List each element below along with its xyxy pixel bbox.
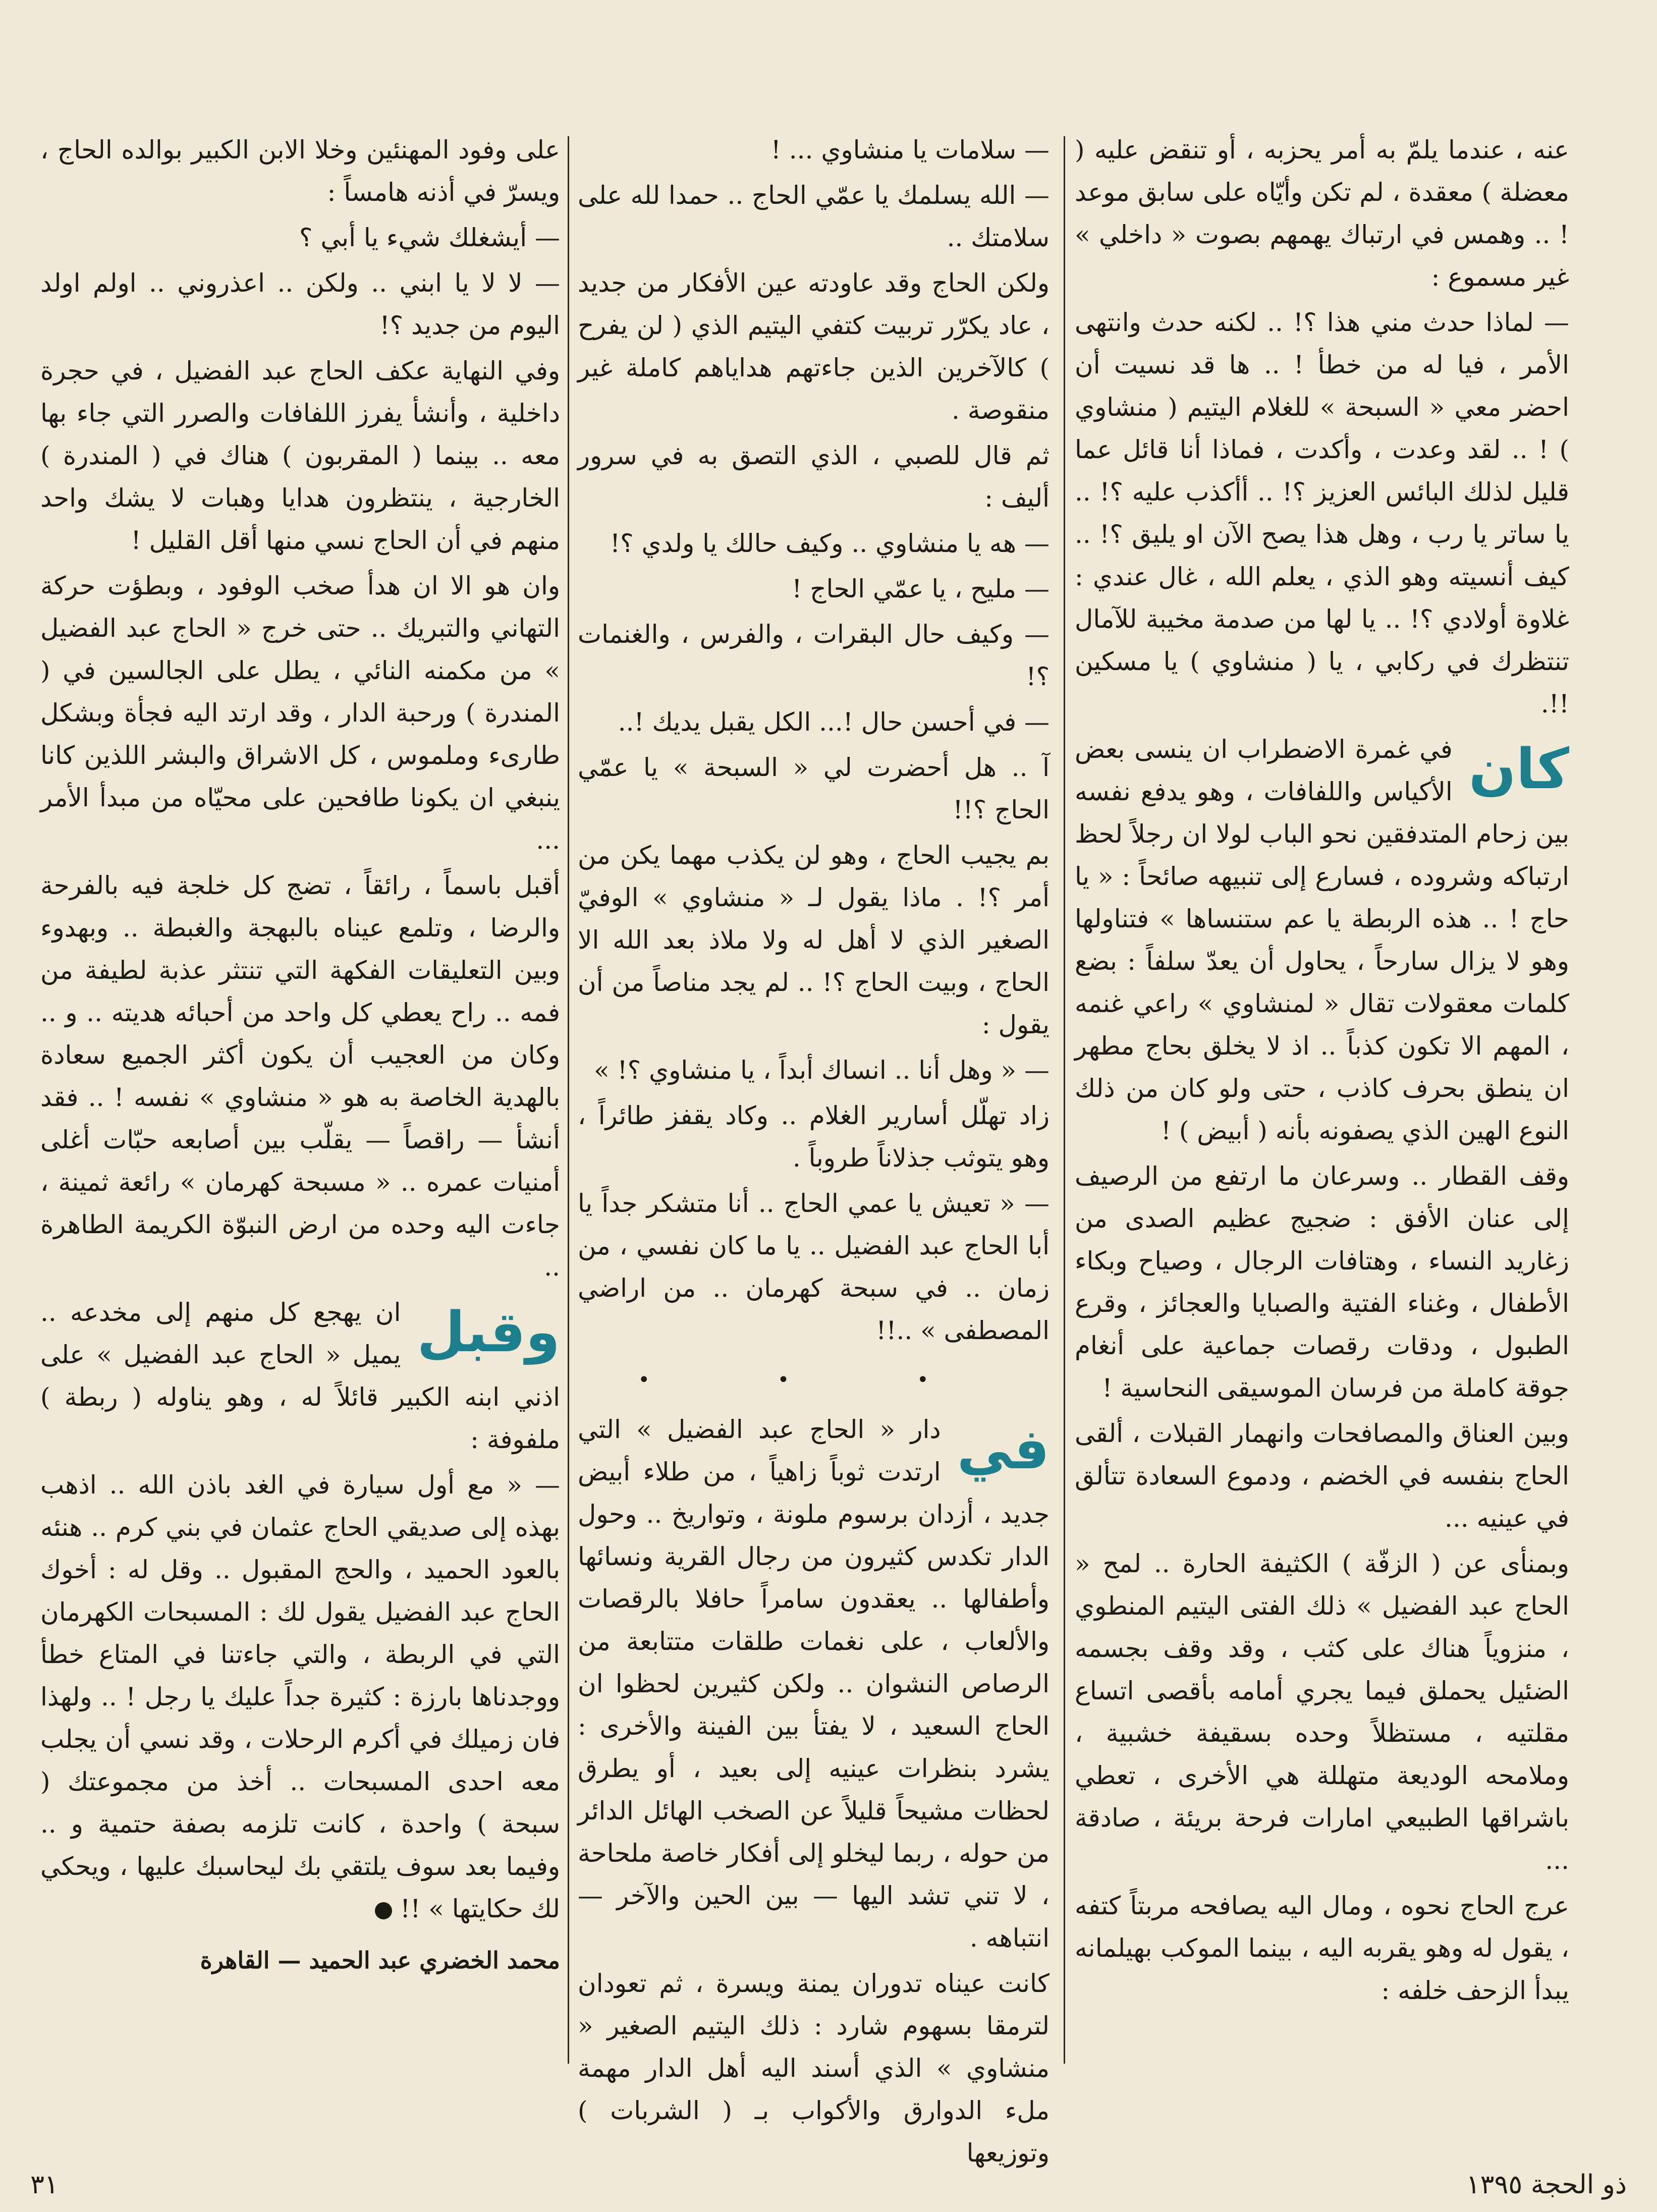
decorative-initial: كان [1468,737,1569,801]
paragraph-text: ان يهجع كل منهم إلى مخدعه .. يميل « الحاج عبد الفضيل » على اذني ابنه الكبير قائلاً له ، وهو يناوله ( ربطة ) ملفوفة : [40,1298,560,1454]
paragraph: — لا لا يا ابني .. ولكن .. اعذروني .. اولم اولد اليوم من جديد ؟! [40,268,560,340]
author-signature: محمد الخضري عبد الحميد — القاهرة [200,1947,560,1974]
paragraph: — سلامات يا منشاوي ... ! [770,135,1050,164]
paragraph: أقبل باسماً ، رائقاً ، تضج كل خلجة فيه بالفرحة والرضا ، وتلمع عيناه بالبهجة والغبطة .. وبهدوء وبين التعليقات الفكهة التي تنتثر عذبة لطيفة من فمه .. راح يعطي كل واحد من أحبائه هديته .. و .. وكان من العجيب أن يكون أكثر الجميع سعادة بالهدية الخاصة به هو « منشاوي » نفسه ! .. فقد أنشأ — راقصاً — يقلّب بين أصابعه حبّات أغلى أمنيات عمره .. « مسبحة كهرمان » رائعة ثمينة ، جاءت اليه وحده من ارض النبوّة الكريمة الطاهرة .. [40,871,560,1282]
paragraph: ثم قال للصبي ، الذي التصق به في سرور أليف : [578,441,1050,513]
paragraph: زاد تهلّل أسارير الغلام .. وكاد يقفز طائراً ، وهو يتوثب جذلاناً طروباً . [578,1101,1050,1173]
paragraph: وبين العناق والمصافحات وانهمار القبلات ، ألقى الحاج بنفسه في الخضم ، ودموع السعادة تتألق في عينيه ... [1075,1419,1569,1533]
paragraph: — في أحسن حال !... الكل يقبل يديك !.. [618,707,1050,737]
column-right [1075,129,1569,2066]
paragraph: على وفود المهنئين وخلا الابن الكبير بوالده الحاج ، ويسرّ في أذنه هامساً : [40,135,560,207]
column-middle [578,129,1050,2168]
paragraph: — لماذا حدث مني هذا ؟! .. لكنه حدث وانتهى الأمر ، فيا له من خطأ ! .. ها قد نسيت أن احضر معي « السبحة » للغلام اليتيم ( منشاوي ) ! .. لقد وعدت ، وأكدت ، فماذا أنا قائل عما قليل لذلك البائس العزيز ؟! .. أأكذب عليه ؟! .. يا ساتر يا رب ، وهل هذا يصح الآن او يليق ؟! .. كيف أنسيته وهو الذي ، يعلم الله ، غال عندي : غلاوة أولادي ؟! .. يا لها من صدمة مخيبة للآمال تنتظرك في ركابي ، يا ( منشاوي ) يا مسكين !!. [1075,308,1569,718]
paragraph-text: في غمرة الاضطراب ان ينسى بعض الأكياس واللفافات ، وهو يدفع نفسه بين زحام المتدفقين نحو الباب لولا ان رجلاً لحظ ارتباكه وشروده ، فسارع إلى تنبيهه صائحاً : « يا حاج ! .. هذه الربطة يا عم ستنساها » فتناولها وهو لا يزال سارحاً ، يحاول أن يعدّ سلفاً : بضع كلمات معقولات تقال « لمنشاوي » راعي غنمه ، المهم الا تكون كذباً .. اذ لا يخلق بحاج مطهر ان ينطق بحرف كاذب ، حتى ولو كان من ذلك النوع الهين الذي يصفونه بأنه ( أبيض ) ! [1075,735,1569,1145]
paragraph: وفي النهاية عكف الحاج عبد الفضيل ، في حجرة داخلية ، وأنشأ يفرز اللفافات والصرر التي جاء بها معه .. بينما ( المقربون ) هناك في ( المندرة ) الخارجية ، ينتظرون هدايا وهبات لا يشك واحد منهم في أن الحاج نسي منها أقل القليل ! [40,356,560,555]
column-left [40,129,560,2066]
paragraph: — « تعيش يا عمي الحاج .. أنا متشكر جداً يا أبا الحاج عبد الفضيل .. يا ما كان نفسي ، من زمان .. في سبحة كهرمان .. من اراضي المصطفى » ..!! [578,1189,1050,1345]
paragraph: ولكن الحاج وقد عاودته عين الأفكار من جديد ، عاد يكرّر تربيت كتفي اليتيم الذي ( لن يفرح ) كالآخرين الذين جاءتهم هداياهم كاملة غير منقوصة . [578,268,1050,425]
paragraph: عنه ، عندما يلمّ به أمر يحزبه ، أو تنقض عليه ( معضلة ) معقدة ، لم تكن وأيّاه على سابق موعد ! .. وهمس في ارتباك يهمهم بصوت « داخلي » غير مسموع : [1075,135,1569,292]
column-divider [568,136,569,2064]
decorative-initial: وقبل [417,1300,560,1364]
paragraph: كانت عيناه تدوران يمنة ويسرة ، ثم تعودان لترمقا بسهوم شارد : ذلك اليتيم الصغير « منشاوي » الذي أسند اليه أهل الدار مهمة ملء الدوارق والأكواب بـ ( الشربات ) وتوزيعها [578,1969,1050,2168]
paragraph: — أيشغلك شيء يا أبي ؟ [299,223,560,252]
paragraph [1075,728,1569,1152]
paragraph: عرج الحاج نحوه ، ومال اليه يصافحه مربتاً كتفه ، يقول له وهو يقربه اليه ، بينما الموكب بهيلمانه يبدأ الزحف خلفه : [1075,1891,1569,2005]
paragraph-text: — « مع أول سيارة في الغد باذن الله .. اذهب بهذه إلى صديقي الحاج عثمان في بني كرم .. هنئه بالعود الحميد ، والحج المقبول .. وقل له : أخوك الحاج عبد الفضيل يقول لك : المسبحات الكهرمان التي في الربطة ، والتي جاءتنا في المتاع خطأ ووجدناها بارزة : كثيرة جداً عليك يا رجل ! .. ولهذا فان زميلك في أكرم الرحلات ، وقد نسي أن يجلب معه احدى المسبحات .. أخذ من مجموعتك ( سبحة ) واحدة ، كانت تلزمه بصفة حتمية و .. وفيما بعد سوف يلتقي بك ليحاسبك عليها ، ويحكي لك حكايتها » !! [40,1470,560,1923]
end-mark-icon [375,1902,392,1919]
column-divider [1064,136,1065,2064]
paragraph: وقف القطار .. وسرعان ما ارتفع من الرصيف إلى عنان الأفق : ضجيج عظيم الصدى من زغاريد النساء ، وهتافات الرجال ، وصياح وبكاء الأطفال ، وغناء الفتية والصبايا والعجائز ، وقرع الطبول ، ودقات رقصات جماعية على أنغام جوقة كاملة من فرسان الموسيقى النحاسية ! [1075,1162,1569,1403]
decorative-initial: في [957,1417,1050,1481]
paragraph: — الله يسلمك يا عمّي الحاج .. حمدا لله على سلامتك .. [578,181,1050,252]
paragraph: آ .. هل أحضرت لي « السبحة » يا عمّي الحاج ؟!! [578,753,1050,824]
paragraph-text: دار « الحاج عبد الفضيل » التي ارتدت ثوباً زاهياً ، من طلاء أبيض جديد ، أزدان برسوم ملونة ، وتواريخ .. وحول الدار تكدس كثيرون من رجال القرية ونسائها وأطفالها .. يعقدون سامراً حافلا بالرقصات والألعاب ، على نغمات طلقات متتابعة من الرصاص النشوان .. ولكن كثيرين لحظوا ان الحاج السعيد ، لا يفتأ بين الفينة والأخرى : يشرد بنظرات عينيه إلى بعيد ، أو يطرق لحظات مشيحاً قليلاً عن الصخب الهائل الدائر من حوله ، ربما ليخلو إلى أفكار خاصة ملحاحة ، لا تني تشد اليها — بين الحين والآخر — انتباهه . [578,1415,1050,1953]
paragraph [40,1464,560,1930]
paragraph [40,1291,560,1461]
issue-date: ذو الحجة ١٣٩٥ [1466,2170,1627,2200]
paragraph: — مليح ، يا عمّي الحاج ! [792,574,1050,603]
paragraph: وبمنأى عن ( الزفّة ) الكثيفة الحارة .. لمح « الحاج عبد الفضيل » ذلك الفتى اليتيم المنطوي ، منزوياً هناك على كثب ، وقد وقف بجسمه الضئيل يحملق فيما يجري أمامه بأقصى اتساع مقلتيه ، مستظلاً وحده بسقيفة خشبية ، وملامحه الوديعة متهللة هي الأخرى ، تعطي باشراقها الطبيعي امارات فرحة بريئة ، صادقة ... [1075,1549,1569,1875]
paragraph [578,1408,1050,1959]
paragraph: بم يجيب الحاج ، وهو لن يكذب مهما يكن من أمر ؟! . ماذا يقول لـ « منشاوي » الوفيّ الصغير الذي لا أهل له ولا ملاذ بعد الله الا الحاج ، وبيت الحاج ؟! .. لم يجد مناصاً من أن يقول : [578,841,1050,1039]
section-separator: • • • [638,1368,989,1392]
paragraph: — وكيف حال البقرات ، والفرس ، والغنمات ؟! [578,620,1050,691]
paragraph: — « وهل أنا .. انساك أبداً ، يا منشاوي ؟! » [594,1056,1050,1085]
paragraph: وان هو الا ان هدأ صخب الوفود ، وبطؤت حركة التهاني والتبريك .. حتى خرج « الحاج عبد الفضيل » من مكمنه النائي ، يطل على الجالسين في ( المندرة ) ورحبة الدار ، وقد ارتد اليه فجأة وبشكل طارىء وملموس ، كل الاشراق والبشر اللذين كانا ينبغي ان يكونا طافحين على محيّاه من مبدأ الأمر ... [40,571,560,855]
paragraph: — هه يا منشاوي .. وكيف حالك يا ولدي ؟! [610,529,1050,558]
page-number: ٣١ [30,2170,59,2200]
